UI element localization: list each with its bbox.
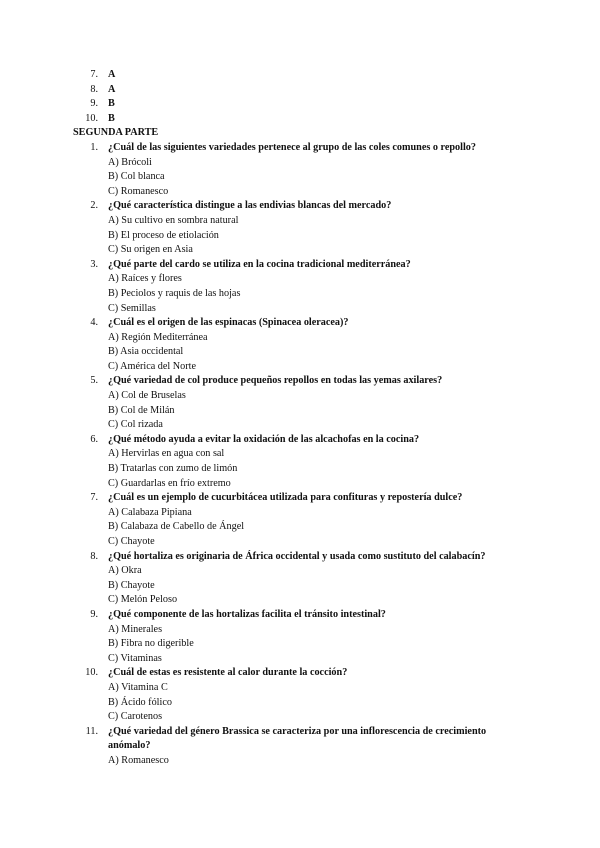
option-line bbox=[0, 535, 600, 550]
question-line bbox=[0, 725, 600, 740]
answer-option: C) Col rizada bbox=[108, 419, 163, 431]
question-text: ¿Qué método ayuda a evitar la oxidación de las alcachofas en la cocina? bbox=[108, 433, 420, 445]
option-line bbox=[0, 579, 600, 594]
answer-option: B) Peciolos y raquis de las hojas bbox=[108, 287, 241, 299]
option-line bbox=[0, 345, 600, 360]
answer-option: C) Carotenos bbox=[108, 711, 163, 723]
option-line bbox=[0, 623, 600, 638]
option-line bbox=[0, 637, 600, 652]
question-number: 9. bbox=[90, 608, 98, 620]
answer-option: C) Chayote bbox=[108, 536, 155, 547]
option-line bbox=[0, 185, 600, 200]
question-text: ¿Qué parte del cardo se utiliza en la cocina tradicional mediterránea? bbox=[108, 258, 411, 270]
question-text: ¿Cuál de estas es resistente al calor durante la cocción? bbox=[108, 667, 348, 679]
answer-value: A bbox=[108, 83, 116, 95]
option-line bbox=[0, 652, 600, 667]
question-line bbox=[0, 550, 600, 565]
option-line bbox=[0, 404, 600, 419]
answer-line bbox=[0, 112, 600, 127]
answer-option: A) Brócoli bbox=[108, 156, 152, 168]
answer-option: C) Semillas bbox=[108, 302, 156, 314]
section-line bbox=[0, 126, 600, 141]
option-line bbox=[0, 287, 600, 302]
question-text: ¿Qué variedad de col produce pequeños repollos en todas las yemas axilares? bbox=[108, 375, 443, 387]
section-title: SEGUNDA PARTE bbox=[73, 127, 159, 139]
option-line bbox=[0, 170, 600, 185]
answer-option: A) Col de Bruselas bbox=[108, 390, 186, 402]
answer-number: 7. bbox=[90, 69, 98, 80]
question-line bbox=[0, 258, 600, 273]
question-number: 1. bbox=[90, 141, 98, 153]
answer-option: B) Col de Milán bbox=[108, 404, 175, 416]
answer-value: B bbox=[108, 98, 115, 110]
question-number: 8. bbox=[90, 550, 98, 562]
question-number: 5. bbox=[90, 375, 98, 387]
option-line bbox=[0, 214, 600, 229]
answer-option: B) El proceso de etiolación bbox=[108, 229, 219, 241]
question-text: ¿Qué característica distingue a las endivias blancas del mercado? bbox=[108, 200, 392, 212]
question-number: 7. bbox=[90, 492, 98, 504]
answer-number: 10. bbox=[85, 112, 98, 124]
answer-option: C) Guardarlas en frío extremo bbox=[108, 477, 231, 489]
answer-line bbox=[0, 68, 600, 83]
answer-value: A bbox=[108, 69, 116, 80]
question-text: ¿Cuál de las siguientes variedades pertenece al grupo de las coles comunes o repollo? bbox=[108, 141, 476, 153]
option-line bbox=[0, 681, 600, 696]
answer-option: B) Tratarlas con zumo de limón bbox=[108, 463, 238, 475]
option-line bbox=[0, 360, 600, 375]
answer-option: A) Minerales bbox=[108, 623, 163, 635]
question-number: 2. bbox=[90, 200, 98, 212]
question-text: ¿Qué variedad del género Brassica se caracteriza por una inflorescencia de crecimiento bbox=[108, 725, 487, 737]
question-text: anómalo? bbox=[108, 740, 151, 752]
answer-line bbox=[0, 97, 600, 112]
question-line bbox=[0, 739, 600, 754]
option-line bbox=[0, 389, 600, 404]
option-line bbox=[0, 520, 600, 535]
question-line bbox=[0, 608, 600, 623]
question-number: 6. bbox=[90, 433, 98, 445]
option-line bbox=[0, 243, 600, 258]
option-line bbox=[0, 418, 600, 433]
option-line bbox=[0, 272, 600, 287]
option-line bbox=[0, 229, 600, 244]
answer-option: A) Raíces y flores bbox=[108, 273, 182, 285]
option-line bbox=[0, 477, 600, 492]
answer-value: B bbox=[108, 112, 115, 124]
question-line bbox=[0, 491, 600, 506]
question-line bbox=[0, 141, 600, 156]
document-page bbox=[0, 68, 600, 769]
answer-option: C) América del Norte bbox=[108, 360, 196, 372]
question-line bbox=[0, 316, 600, 331]
answer-number: 8. bbox=[90, 83, 98, 95]
option-line bbox=[0, 593, 600, 608]
question-text: ¿Qué componente de las hortalizas facilita el tránsito intestinal? bbox=[108, 608, 386, 620]
answer-option: C) Vitaminas bbox=[108, 652, 162, 664]
answer-option: A) Hervirlas en agua con sal bbox=[108, 448, 225, 460]
answer-option: B) Asia occidental bbox=[108, 346, 184, 358]
question-text: ¿Cuál es un ejemplo de cucurbitácea utilizada para confituras y repostería dulce? bbox=[108, 492, 463, 504]
answer-option: C) Romanesco bbox=[108, 185, 169, 197]
option-line bbox=[0, 462, 600, 477]
answer-line bbox=[0, 83, 600, 98]
question-number: 11. bbox=[85, 725, 98, 737]
question-number: 4. bbox=[90, 317, 98, 329]
answer-option: B) Col blanca bbox=[108, 171, 165, 183]
answer-option: B) Ácido fólico bbox=[108, 696, 172, 708]
question-line bbox=[0, 374, 600, 389]
option-line bbox=[0, 447, 600, 462]
question-text: ¿Cuál es el origen de las espinacas (Spinacea oleracea)? bbox=[108, 317, 349, 329]
option-line bbox=[0, 156, 600, 171]
option-line bbox=[0, 754, 600, 769]
answer-option: A) Su cultivo en sombra natural bbox=[108, 214, 239, 226]
option-line bbox=[0, 564, 600, 579]
answer-number: 9. bbox=[90, 98, 98, 110]
answer-option: A) Región Mediterránea bbox=[108, 331, 208, 343]
question-line bbox=[0, 433, 600, 448]
question-number: 3. bbox=[90, 258, 98, 270]
question-text: ¿Qué hortaliza es originaria de África occidental y usada como sustituto del calabacín? bbox=[108, 550, 486, 562]
option-line bbox=[0, 506, 600, 521]
answer-option: A) Calabaza Pipiana bbox=[108, 506, 192, 518]
option-line bbox=[0, 331, 600, 346]
question-line bbox=[0, 199, 600, 214]
question-line bbox=[0, 666, 600, 681]
answer-option: B) Fibra no digerible bbox=[108, 638, 194, 650]
option-line bbox=[0, 710, 600, 725]
question-number: 10. bbox=[85, 667, 98, 679]
answer-option: B) Chayote bbox=[108, 579, 155, 591]
answer-option: C) Su origen en Asia bbox=[108, 244, 193, 256]
answer-option: A) Romanesco bbox=[108, 754, 169, 766]
option-line bbox=[0, 696, 600, 711]
answer-option: B) Calabaza de Cabello de Ángel bbox=[108, 521, 245, 533]
option-line bbox=[0, 302, 600, 317]
answer-option: C) Melón Peloso bbox=[108, 594, 178, 606]
answer-option: A) Vitamina C bbox=[108, 681, 168, 693]
answer-option: A) Okra bbox=[108, 565, 142, 577]
